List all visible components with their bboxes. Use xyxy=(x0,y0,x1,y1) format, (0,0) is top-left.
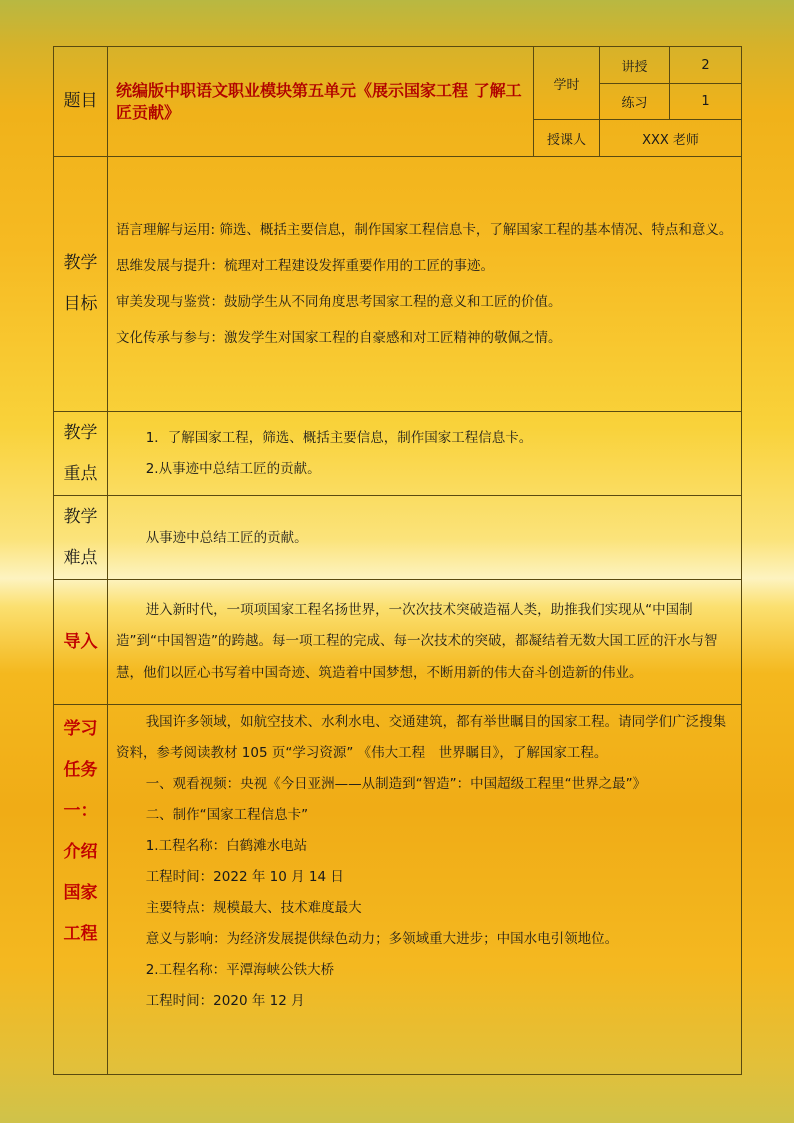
practice-value: 1 xyxy=(670,84,742,120)
objective-line: 语言理解与运用: 筛选、概括主要信息，制作国家工程信息卡，了解国家工程的基本情况、特点和意义。 xyxy=(116,222,733,238)
hours-label: 学时 xyxy=(534,47,600,120)
title-label: 题目 xyxy=(54,47,108,157)
objectives-content xyxy=(108,157,742,412)
objectives-label: 教学 目标 xyxy=(54,157,108,412)
teacher-value: XXX 老师 xyxy=(600,120,742,157)
key-point-line: 1．了解国家工程，筛选、概括主要信息，制作国家工程信息卡。 xyxy=(145,429,533,446)
key-points-label: 教学 重点 xyxy=(54,412,108,496)
lecture-value: 2 xyxy=(670,47,742,84)
difficulties-label: 教学 难点 xyxy=(54,496,108,580)
task1-line: 2.工程名称：平潭海峡公铁大桥 xyxy=(145,962,335,978)
task1-row xyxy=(54,705,742,1075)
difficulties-content xyxy=(108,496,742,580)
task1-content xyxy=(108,705,742,1075)
task1-line: 1.工程名称：白鹤滩水电站 xyxy=(145,838,308,854)
task1-line: 工程时间：2020 年 12 月 xyxy=(145,993,305,1009)
key-point-line: 2.从事迹中总结工匠的贡献。 xyxy=(145,460,321,477)
practice-label: 练习 xyxy=(600,84,670,120)
intro-label: 导入 xyxy=(54,580,108,705)
task1-line: 二、制作“国家工程信息卡” xyxy=(145,807,309,823)
key-points-row xyxy=(54,412,742,496)
objectives-row xyxy=(54,157,742,412)
header-row-1 xyxy=(54,47,742,84)
intro-content xyxy=(108,580,742,705)
intro-row xyxy=(54,580,742,705)
task1-line: 一、观看视频：央视《今日亚洲——从制造到“智造”：中国超级工程里“世界之最”》 xyxy=(145,776,647,792)
teacher-label: 授课人 xyxy=(534,120,600,157)
intro-text: 进入新时代，一项项国家工程名扬世界，一次次技术突破造福人类，助推我们实现从“中国制造”到“中国智造”的跨越。每一项工程的完成、每一次技术的突破，都凝结着无数大国工匠的汗水与智慧，他们以匠心书写着中国奇迹、筑造着中国梦想，不断用新的伟大奋斗创造新的伟业。 xyxy=(116,601,718,681)
task1-line: 我国许多领域，如航空技术、水利水电、交通建筑，都有举世瞩目的国家工程。请同学们广泛搜集资料，参考阅读教材 105 页“学习资源” 《伟大工程 世界瞩目》，了解国家工程。 xyxy=(116,714,727,761)
objective-line: 审美发现与鉴赏：鼓励学生从不同角度思考国家工程的意义和工匠的价值。 xyxy=(116,294,562,310)
task1-line: 意义与影响：为经济发展提供绿色动力；多领域重大进步；中国水电引领地位。 xyxy=(145,931,619,947)
difficulties-row xyxy=(54,496,742,580)
task1-label: 学习 任务 一： 介绍 国家 工程 xyxy=(54,705,108,1075)
key-points-content xyxy=(108,412,742,496)
difficulty-line: 从事迹中总结工匠的贡献。 xyxy=(145,529,308,546)
task1-line: 主要特点：规模最大、技术难度最大 xyxy=(145,900,362,916)
task1-line: 工程时间：2022 年 10 月 14 日 xyxy=(145,869,344,885)
objective-line: 文化传承与参与：激发学生对国家工程的自豪感和对工匠精神的敬佩之情。 xyxy=(116,330,562,346)
lecture-label: 讲授 xyxy=(600,47,670,84)
objective-line: 思维发展与提升：梳理对工程建设发挥重要作用的工匠的事迹。 xyxy=(116,258,494,274)
lesson-title: 统编版中职语文职业模块第五单元《展示国家工程 了解工匠贡献》 xyxy=(108,47,534,157)
lesson-plan-table xyxy=(53,46,742,1075)
